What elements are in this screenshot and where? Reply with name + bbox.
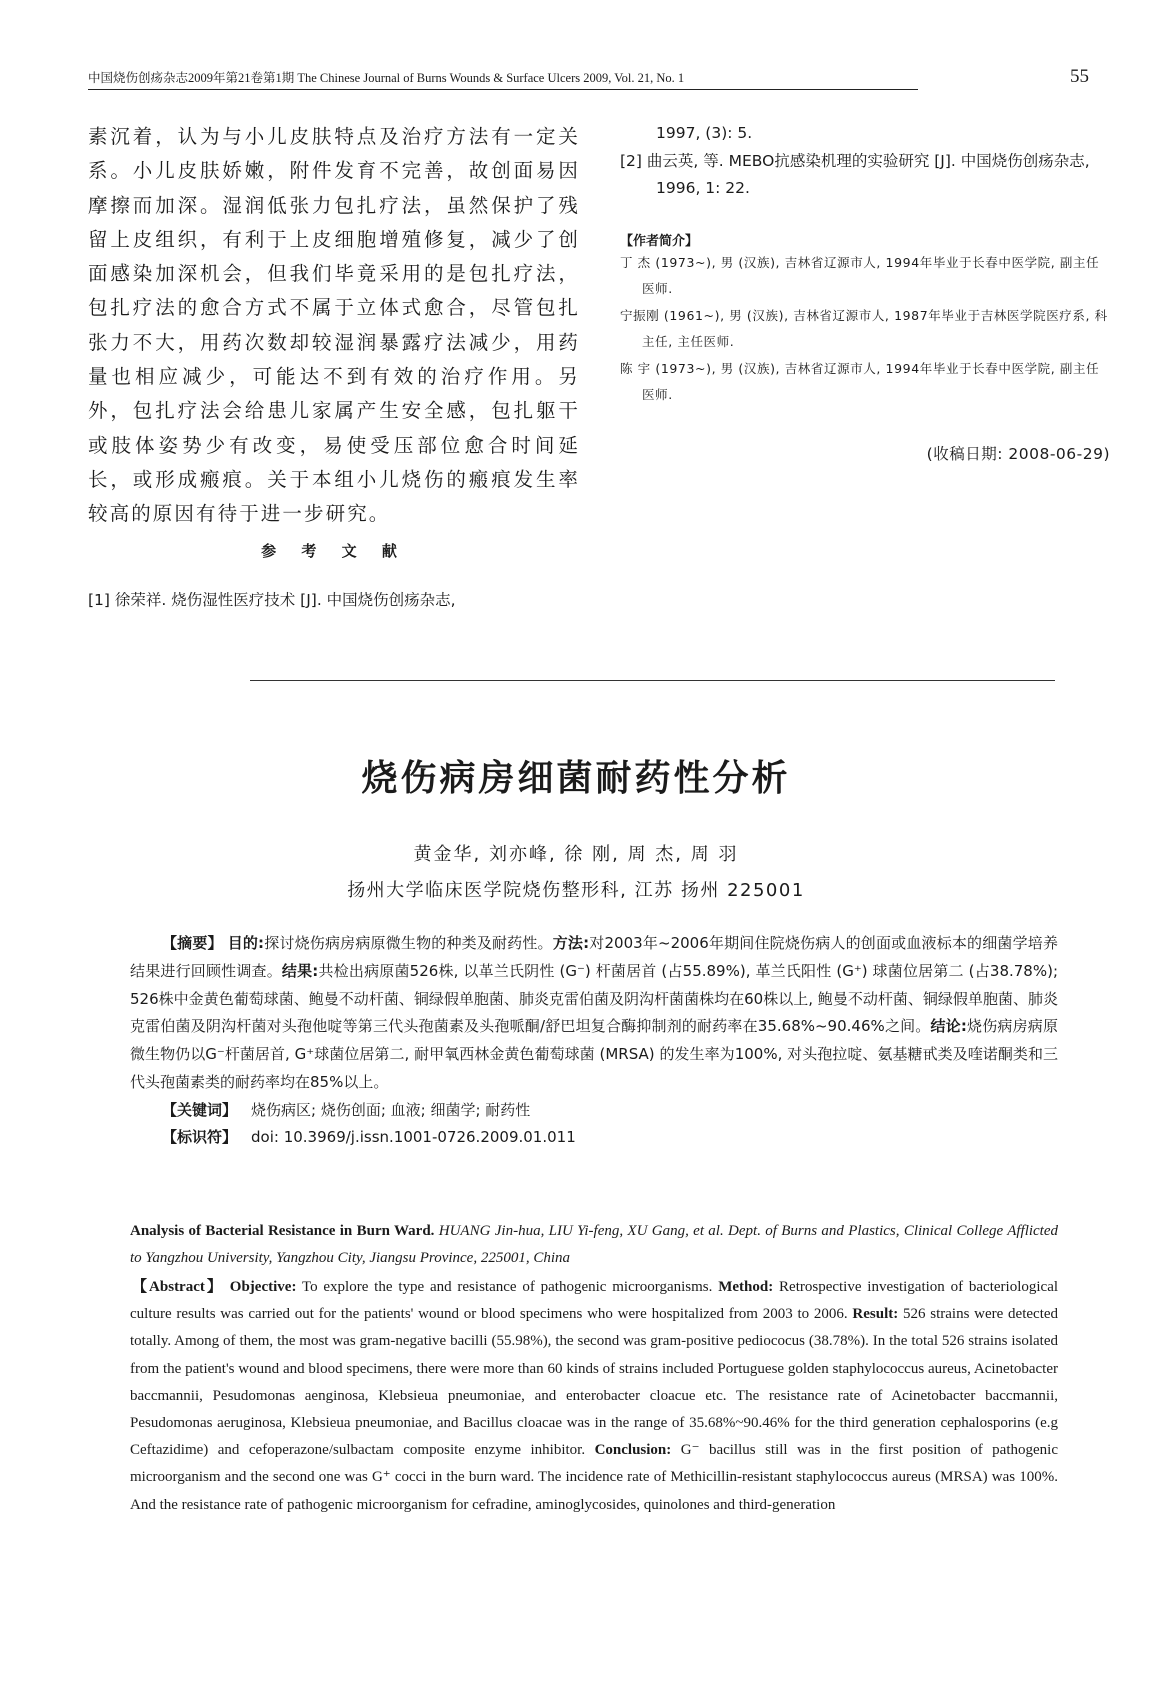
keywords-line xyxy=(130,1097,1058,1124)
author-bio: 宁振刚 (1961~), 男 (汉族), 吉林省辽源市人, 1987年毕业于吉林医学院医疗系, 科主任, 主任医师. xyxy=(620,308,1108,349)
en-objective-label: Objective: xyxy=(229,1279,297,1295)
reference-2: [2] 曲云英, 等. MEBO抗感染机理的实验研究 [J]. 中国烧伤创疡杂志, 1996, 1: 22. xyxy=(620,152,1090,197)
article-authors: 黄金华, 刘亦峰, 徐 刚, 周 杰, 周 羽 xyxy=(413,844,739,865)
references-heading: 参 考 文 献 xyxy=(261,542,407,560)
result-text: 共检出病原菌526株, 以革兰氏阴性 (G⁻) 杆菌居首 (占55.89%), 革兰氏阳性 (G⁺) 球菌位居第二 (占38.78%); 526株中金黄色葡萄球菌、鲍曼不动杆菌、铜绿假单胞菌、肺炎克雷伯菌及阴沟杆菌菌株均在60株以上, 鲍曼不动杆菌、铜绿假单胞菌、肺炎克雷伯菌及阴沟杆菌对头孢他啶等第三代头孢菌素及头孢哌酮/舒巴坦复合酶抑制剂的耐药率在35.68%~90.46%之间。 xyxy=(130,961,1059,1036)
method-text: 对2003年~2006年期间住院烧伤病人的创面或血液标本的细菌学培养结果进行回顾性调查。 xyxy=(130,934,1058,980)
en-result-label: Result: xyxy=(852,1306,899,1323)
chinese-abstract xyxy=(130,930,1058,1151)
doi-text: doi: 10.3969/j.issn.1001-0726.2009.01.011 xyxy=(251,1127,576,1146)
english-abstract xyxy=(130,1218,1058,1519)
received-date: (收稿日期: 2008-06-29) xyxy=(926,445,1110,463)
left-column xyxy=(88,120,580,532)
section-divider xyxy=(250,680,1055,681)
en-objective-text: To explore the type and resistance of pathogenic microorganisms. xyxy=(301,1279,713,1295)
identifier-line xyxy=(130,1124,1058,1151)
conclusion-label: 结论: xyxy=(930,1017,967,1036)
reference-1: [1] 徐荣祥. 烧伤湿性医疗技术 [J]. 中国烧伤创疡杂志, xyxy=(88,591,456,609)
en-conclusion-label: Conclusion: xyxy=(594,1442,672,1459)
en-method-label: Method: xyxy=(718,1279,774,1295)
author-bio-heading: 【作者简介】 xyxy=(620,234,699,249)
method-label: 方法: xyxy=(552,934,590,952)
en-abstract-label: 【Abstract】 xyxy=(132,1279,224,1295)
objective-text: 探讨烧伤病房病原微生物的种类及耐药性。 xyxy=(264,934,553,952)
en-result-text: 526 strains were detected totally. Among of them, the most was gram-negative bacilli (55.98%), the second was gram-positive pediococus (38.78%). In the total 526 strains isolated from the patient's wound and blood specimens, there were more than 60 kinds of strains included Portuguese golden staphylococcus aureus, Acinetobacter baccmannii, Pesudomonas aenginosa, Klebsieua pneumoniae, and enterobacter cloacue etc. The resistance rate of Acinetobacter baccmannii, Pesudomonas aeruginosa, Klebsieua pneumoniae, and Bacillus cloacae was in the range of 35.68%~90.46% for the third generation cephalosporins (e.g Ceftazidime) and cefoperazone/sulbactam composite enzyme inhibitor. xyxy=(130,1306,1059,1459)
reference-1-continuation: 1997, (3): 5. xyxy=(656,124,753,142)
right-column xyxy=(620,120,1110,464)
en-method-text: Retrospective investigation of bacteriological culture results was carried out for the patients' wound or blood specimens who were hospitalized from 2003 to 2006. xyxy=(130,1279,1059,1323)
conclusion-text: 烧伤病房病原微生物仍以G⁻杆菌居首, G⁺球菌位居第二, 耐甲氧西林金黄色葡萄球菌 (MRSA) 的发生率为100%, 对头孢拉啶、氨基糖甙类及喹诺酮类和三代头孢菌素类的耐药率均在85%以上。 xyxy=(130,1017,1058,1091)
keywords-text: 烧伤病区; 烧伤创面; 血液; 细菌学; 耐药性 xyxy=(251,1100,531,1119)
identifier-label: 【标识符】 xyxy=(162,1127,238,1146)
running-header: 中国烧伤创疡杂志2009年第21卷第1期 The Chinese Journal of Burns Wounds & Surface Ulcers 2009, Vol. 21, No. 1 xyxy=(88,68,918,90)
article-affiliation: 扬州大学临床医学院烧伤整形科, 江苏 扬州 225001 xyxy=(347,880,805,901)
article-title: 烧伤病房细菌耐药性分析 xyxy=(361,758,791,799)
english-authors-affiliation: HUANG Jin-hua, LIU Yi-feng, XU Gang, et al. Dept. of Burns and Plastics, Clinical College Afflicted to Yangzhou University, Yangzhou City, Jiangsu Province, 225001, China xyxy=(130,1223,1059,1266)
author-bio: 丁 杰 (1973~), 男 (汉族), 吉林省辽源市人, 1994年毕业于长春中医学院, 副主任医师. xyxy=(620,255,1100,296)
english-title: Analysis of Bacterial Resistance in Burn Ward. xyxy=(130,1223,435,1239)
objective-label: 目的: xyxy=(227,934,265,952)
abstract-label: 【摘要】 xyxy=(162,934,223,952)
abstract-body xyxy=(130,930,1058,1097)
keywords-label: 【关键词】 xyxy=(162,1100,238,1119)
en-conclusion-text: G⁻ bacillus still was in the first position of pathogenic microorganism and the second one was G⁺ cocci in the burn ward. The incidence rate of Methicillin-resistant staphylococcus aureus (MRSA) was 100%. And the resistance rate of pathogenic microorganism for cefradine, aminoglycosides, quinolones and third-generation xyxy=(130,1442,1058,1513)
closing-paragraph: 素沉着，认为与小儿皮肤特点及治疗方法有一定关系。小儿皮肤娇嫩，附件发育不完善，故创面易因摩擦而加深。湿润低张力包扎疗法，虽然保护了残留上皮组织，有利于上皮细胞增殖修复，减少了创面感染加深机会，但我们毕竟采用的是包扎疗法，包扎疗法的愈合方式不属于立体式愈合，尽管包扎张力不大，用药次数却较湿润暴露疗法减少，用药量也相应减少，可能达不到有效的治疗作用。另外，包扎疗法会给患儿家属产生安全感，包扎躯干或肢体姿势少有改变，易使受压部位愈合时间延长，或形成瘢痕。关于本组小儿烧伤的瘢痕发生率较高的原因有待于进一步研究。 xyxy=(88,125,580,526)
english-title-line xyxy=(130,1218,1058,1272)
page-number: 55 xyxy=(1070,66,1089,87)
author-bio: 陈 宇 (1973~), 男 (汉族), 吉林省辽源市人, 1994年毕业于长春中医学院, 副主任医师. xyxy=(620,361,1100,402)
result-label: 结果: xyxy=(281,961,319,980)
english-abstract-body xyxy=(130,1274,1058,1519)
